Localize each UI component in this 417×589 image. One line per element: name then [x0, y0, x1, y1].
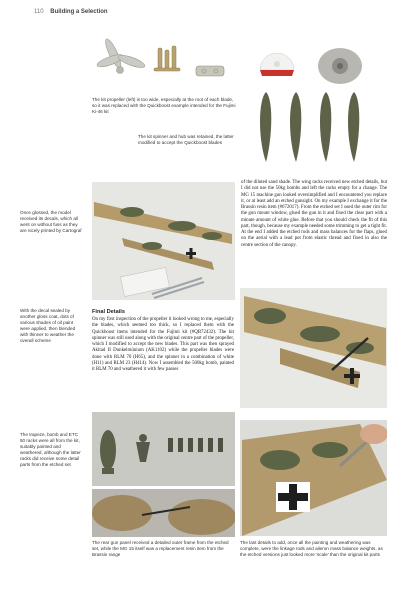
caption-trapeze: The trapeze, bomb and ETC 50 racks were all from the kit, suitably painted and weathered, although the latter racks did receive some detail parts from the etched set	[20, 432, 81, 468]
body-text-right: of the diluted sand shade. The wing racks received new etched details, but I did not use the 50kg bombs and left the racks empty for a change. The MG 15 machine gun looked oversimplified and I encountered you replace it, or at least add an etched gunsight. On my example I exchange it for the Brassin resin item (#672017). From the etched set I used the outer rim for the gun mount window, glued the gun in it and fixed the clear part with a minute amount of white glue. Before that you should check the fit of this part, though, because my example needed some trimming to get a tight fit. At the end I added the etched rods and mass balances for the flaps, glued on the aerial with a lead pot from elastic thread and fixed in also the centre section of the canopy.	[241, 180, 387, 248]
last-details-photo	[240, 420, 387, 536]
hub-icon	[318, 48, 362, 84]
caption-sealed: With the decal sealed by another gloss coat, dots of various shades of oil paint were applied, then blended with thinner to weather the overall scheme	[20, 308, 76, 344]
final-details-heading: Final Details	[92, 309, 125, 315]
balkenkreuz-icon	[276, 482, 310, 512]
caption-gun-panel: The rear gun panel received a detailed outer frame from the etched set, while the MG 15 itself was a replacement resin item from the Brassin range	[92, 540, 229, 558]
propeller-parts-photo	[92, 30, 238, 94]
decals-model-photo	[92, 182, 235, 300]
caption-spinner: The kit spinner and hub was retained, the latter modified to accept the Quickboost blades	[138, 134, 234, 146]
bomb-icon	[100, 430, 116, 474]
trapeze-parts-photo	[92, 412, 235, 486]
hand-icon	[360, 424, 387, 444]
painted-blades	[260, 92, 359, 162]
spinner-hub	[196, 66, 224, 76]
quickboost-blades	[154, 46, 180, 71]
camo-panel	[92, 495, 235, 535]
caption-last-details: The last details to add, once all the painting and weathering was complete, were the linkage rods and aileron mass balance weights, as the etched versions just looked more 'scale' than the original kit parts	[240, 540, 383, 558]
etc-racks-icon	[168, 438, 223, 452]
section-title: Building a Selection	[50, 9, 108, 15]
final-details-section	[92, 309, 234, 373]
spinner-icon	[260, 53, 294, 76]
decal-sheet	[120, 267, 169, 296]
page-number: 110	[34, 9, 44, 15]
kit-propeller	[96, 37, 146, 73]
gun-panel-photo	[92, 489, 235, 537]
caption-propeller: The kit propeller (left) is too wide, especially at the root of each blade, so it was replaced with the Quickboost example intended for the Fujimi Ki-46 kit	[92, 97, 236, 115]
trapeze-rack-icon	[136, 434, 150, 462]
aircraft-fuselage	[122, 238, 214, 270]
caption-decals: Once glossed, the model received its decals, which all went on without fuss as they are nicely printed by Cartograf	[20, 210, 82, 234]
weathering-photo	[240, 288, 387, 408]
page-header	[34, 9, 108, 15]
aircraft-wing-detail	[244, 296, 386, 366]
spinner-blades-photo	[246, 40, 370, 172]
aircraft-wing	[94, 202, 232, 244]
final-details-text: On my first inspection of the propeller it looked wrong to me, especially the blades, which seemed too thick, so I replaced them with the Quickboost items intended for the Fujimi kit (#QB72432). The kit spinner was still used along with the original centre part of the propeller, which I modified to accept the new blades. This part was then sprayed Akitad II Dunkelmünium (AK1102) while the propeller blades were done with RLM 70 (H65), and the spinner in a combination of white (H11) and RLM 23 (H414). Now I assembled the 500kg bomb, painted it RLM 70 and weathered it with few passes	[92, 317, 234, 372]
